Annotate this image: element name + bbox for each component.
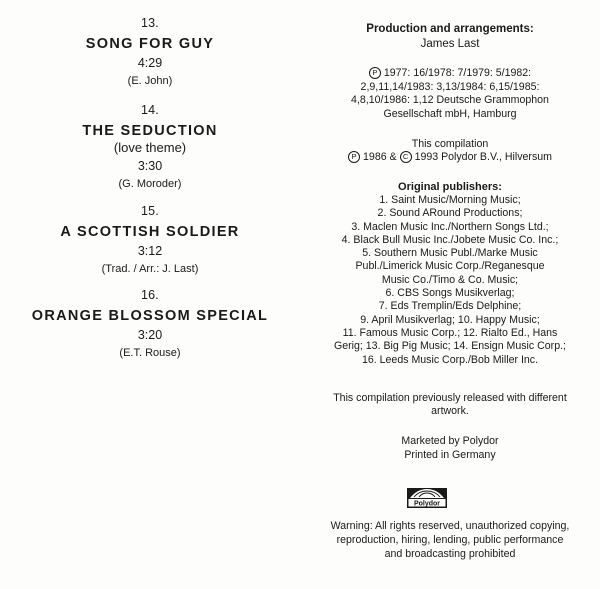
track-duration: 3:20 (137, 328, 163, 342)
track-13 (0, 16, 300, 88)
publisher-line: 4. Black Bull Music Inc./Jobete Music Co. Inc.; (341, 233, 559, 246)
track-credit: (E. John) (127, 75, 173, 87)
publisher-line: 11. Famous Music Corp.; 12. Rialto Ed., Hans (342, 326, 558, 339)
track-title: A SCOTTISH SOLDIER (60, 224, 240, 240)
track-15 (0, 204, 300, 276)
publisher-line: 6. CBS Songs Musikverlag; (385, 287, 515, 300)
production-credits (300, 22, 600, 52)
publisher-line: 16. Leeds Music Corp./Bob Miller Inc. (361, 353, 539, 366)
svg-text:Polydor: Polydor (413, 500, 441, 508)
production-heading: Production and arrangements: (366, 23, 534, 35)
track-title: ORANGE BLOSSOM SPECIAL (31, 308, 269, 324)
track-number: 16. (141, 288, 159, 302)
track-14 (0, 103, 300, 191)
phonogram-icon: P (348, 151, 360, 163)
track-title: THE SEDUCTION (82, 123, 218, 139)
phonogram-icon: P (369, 67, 381, 79)
track-subtitle: (love theme) (113, 140, 187, 155)
marketing-info: Marketed by Polydor Printed in Germany (401, 435, 499, 461)
producer-name: James Last (420, 38, 480, 50)
copyright-line: 4,8,10/1986: 1,12 Deutsche Grammophon (351, 94, 549, 106)
compilation-copyright (300, 138, 600, 164)
previously-released-note: This compilation previously released with different artwork. (333, 392, 567, 417)
compilation-heading: This compilation (411, 138, 489, 150)
copyright-icon: C (400, 151, 412, 163)
publisher-line: 7. Eds Tremplin/Eds Delphine; (378, 300, 522, 313)
rights-warning: Warning: All rights reserved, unauthorized copying, reproduction, hiring, lending, public performance and broadcasting prohibited (330, 520, 570, 560)
publisher-line: 5. Southern Music Publ./Marke Music (362, 247, 538, 260)
track-number: 13. (141, 16, 159, 30)
phonogram-copyright (300, 67, 600, 121)
copyright-line: 2,9,11,14/1983: 3,13/1984: 6,15/1985: (360, 80, 540, 93)
track-duration: 4:29 (137, 56, 163, 70)
original-publishers (300, 180, 600, 367)
publisher-line: Gerig; 13. Big Pig Music; 14. Ensign Music Corp.; (334, 340, 566, 353)
publisher-line: 2. Sound ARound Productions; (377, 207, 523, 220)
compilation-line: P 1986 & C 1993 Polydor B.V., Hilversum (300, 151, 600, 164)
publisher-line: Publ./Limerick Music Corp./Reganesque (355, 260, 545, 273)
track-duration: 3:12 (137, 244, 163, 258)
track-16 (0, 288, 300, 360)
track-title: SONG FOR GUY (85, 36, 215, 52)
publisher-line: 9. April Musikverlag; 10. Happy Music; (360, 313, 540, 326)
track-credit: (Trad. / Arr.: J. Last) (101, 263, 199, 275)
publisher-line: 3. Maclen Music Inc./Northern Songs Ltd.; (351, 220, 549, 233)
track-credit: (E.T. Rouse) (119, 347, 181, 359)
polydor-logo-icon (407, 488, 447, 508)
track-number: 14. (141, 103, 159, 117)
track-number: 15. (141, 204, 159, 218)
track-duration: 3:30 (137, 159, 163, 173)
track-credit: (G. Moroder) (118, 178, 182, 190)
copyright-line: Gesellschaft mbH, Hamburg (383, 107, 517, 120)
publisher-line: Music Co./Timo & Co. Music; (381, 273, 519, 286)
publishers-heading: Original publishers: (398, 181, 502, 193)
publisher-line: 1. Saint Music/Morning Music; (379, 194, 521, 206)
copyright-line: P 1977: 16/1978: 7/1979: 5/1982: (300, 67, 600, 81)
